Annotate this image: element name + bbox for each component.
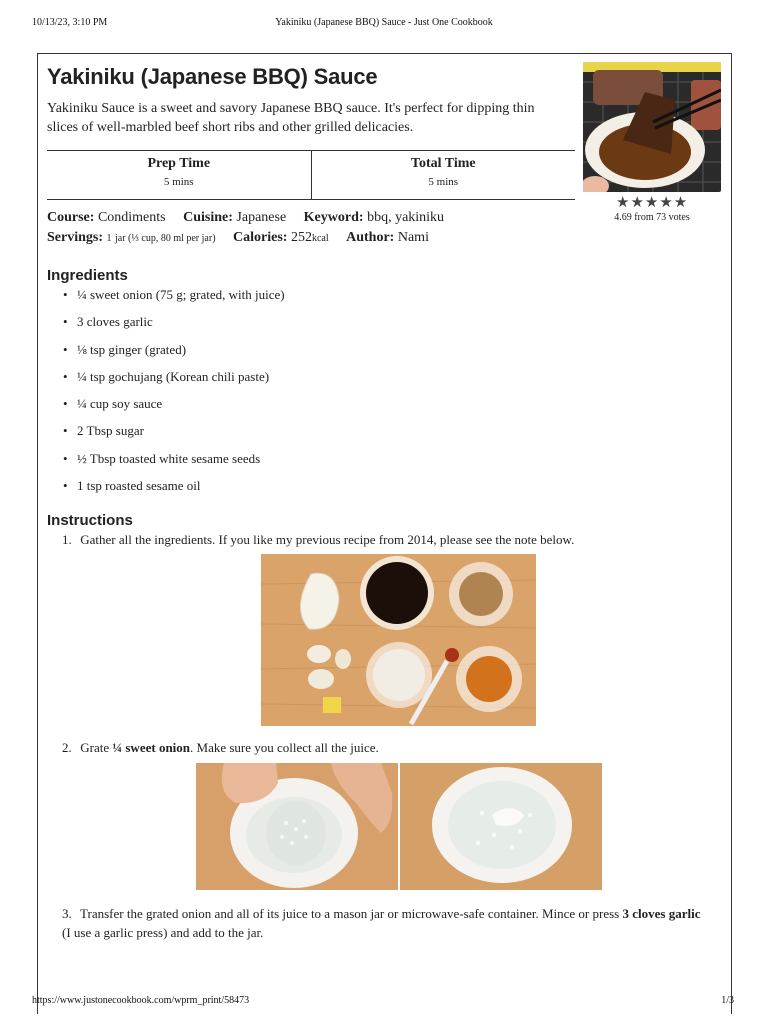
grating-photo-right xyxy=(400,763,602,890)
step-number: 3. xyxy=(62,906,72,921)
step-text: Gather all the ingredients. If you like my previous recipe from 2014, please see the note below. xyxy=(80,532,575,547)
print-page-number: 1/3 xyxy=(721,995,734,1006)
ingredient-item: • ¼ tsp gochujang (Korean chili paste) xyxy=(63,368,285,395)
total-time-value: 5 mins xyxy=(428,176,459,188)
instruction-step-1 xyxy=(62,530,702,549)
print-datetime: 10/13/23, 3:10 PM xyxy=(32,17,108,28)
step-number: 1. xyxy=(62,532,72,547)
calories-value: 252 xyxy=(290,230,312,245)
servings-label: Servings: xyxy=(47,230,103,245)
cuisine-value: Japanese xyxy=(236,210,287,225)
prep-time-value: 5 mins xyxy=(163,176,194,188)
ingredient-item: • ¼ cup soy sauce xyxy=(63,395,285,422)
recipe-title: Yakiniku (Japanese BBQ) Sauce xyxy=(47,64,378,89)
print-page-title: Yakiniku (Japanese BBQ) Sauce - Just One Cookbook xyxy=(275,17,493,28)
total-time-label: Total Time xyxy=(410,156,476,171)
ingredient-item: • ¼ sweet onion (75 g; grated, with juice) xyxy=(63,286,285,313)
course-label: Course: xyxy=(47,210,95,225)
keyword-value: bbq, yakiniku xyxy=(367,210,445,225)
author-label: Author: xyxy=(346,230,395,245)
ingredients-photo xyxy=(261,554,536,726)
rating-votes: 4.69 from 73 votes xyxy=(614,212,690,223)
step-number: 2. xyxy=(62,740,72,755)
recipe-times xyxy=(47,150,575,200)
print-url: https://www.justonecookbook.com/wprm_print/58473 xyxy=(32,995,250,1006)
ingredient-item: • ⅛ tsp ginger (grated) xyxy=(63,341,285,368)
ingredient-item: • 1 tsp roasted sesame oil xyxy=(63,477,285,504)
recipe-hero-image xyxy=(583,62,721,192)
keyword-label: Keyword: xyxy=(303,210,364,225)
ingredients-list xyxy=(63,286,285,504)
recipe-meta-row-2 xyxy=(47,230,429,246)
step-text-bold: 3 cloves garlic xyxy=(622,906,701,921)
servings-value: 1 xyxy=(106,233,112,244)
prep-time-label: Prep Time xyxy=(147,156,211,171)
step-text-bold: ¼ sweet onion xyxy=(112,740,191,755)
step-text-post: (I use a garlic press) and add to the jar. xyxy=(62,925,264,940)
calories-label: Calories: xyxy=(233,230,288,245)
step-text-pre: Transfer the grated onion and all of its juice to a mason jar or microwave-safe container. Mince or press xyxy=(80,906,623,921)
instruction-step-3 xyxy=(62,904,702,942)
ingredient-item: • ½ Tbsp toasted white sesame seeds xyxy=(63,450,285,477)
step-text-pre: Grate xyxy=(80,740,113,755)
course-value: Condiments xyxy=(97,210,166,225)
ingredient-item: • 3 cloves garlic xyxy=(63,313,285,340)
rating-stars[interactable]: ★★★★★ xyxy=(616,195,689,211)
total-time xyxy=(311,151,576,199)
calories-unit: kcal xyxy=(311,233,329,244)
author-value: Nami xyxy=(397,230,429,245)
ingredient-item: • 2 Tbsp sugar xyxy=(63,422,285,449)
cuisine-label: Cuisine: xyxy=(183,210,233,225)
instructions-heading: Instructions xyxy=(47,512,133,529)
recipe-summary: Yakiniku Sauce is a sweet and savory Japanese BBQ sauce. It's perfect for dipping thin slices of well-marbled beef short ribs and other grilled delicacies. xyxy=(47,101,535,135)
ingredients-heading: Ingredients xyxy=(47,267,128,284)
prep-time xyxy=(47,151,311,199)
step-text-post: . Make sure you collect all the juice. xyxy=(190,740,379,755)
grating-photo-left xyxy=(196,763,398,890)
servings-unit: jar (⅓ cup, 80 ml per jar) xyxy=(115,233,216,244)
recipe-meta-row-1 xyxy=(47,210,444,226)
instruction-step-2 xyxy=(62,738,702,757)
